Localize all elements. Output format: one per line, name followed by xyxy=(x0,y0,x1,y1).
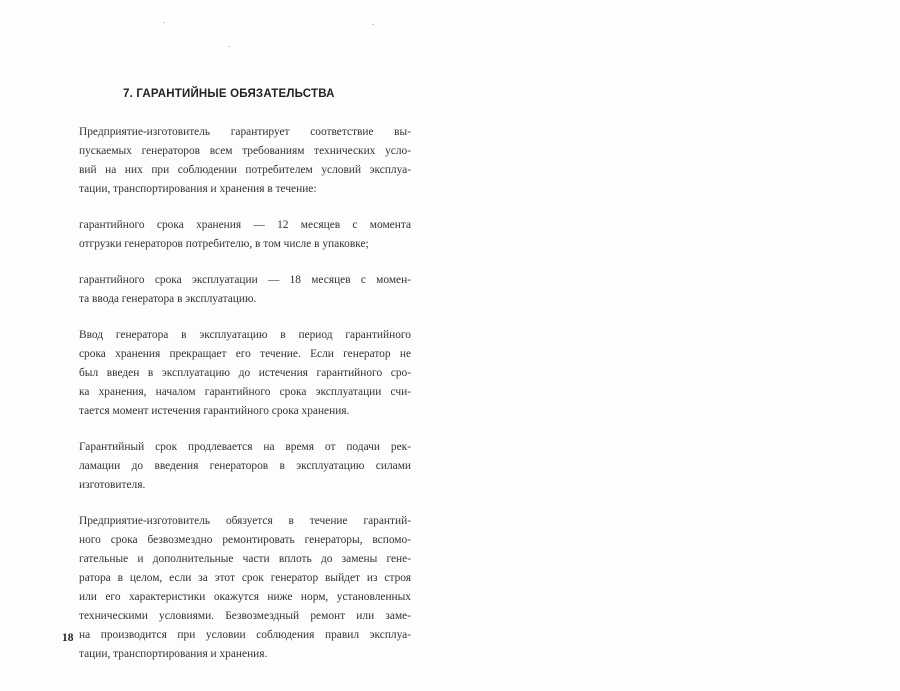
text-line: был введен в эксплуатацию до истечения гарантийного сро- xyxy=(79,367,411,379)
text-line: Предприятие-изготовитель обязуется в течение гарантий- xyxy=(79,515,411,527)
scan-speck xyxy=(228,46,230,47)
text-line: гательные и дополнительные части вплоть до замены гене- xyxy=(79,553,411,565)
paragraph xyxy=(79,326,411,421)
paragraph xyxy=(79,438,411,495)
text-line: пускаемых генераторов всем требованиям технических усло- xyxy=(79,145,411,157)
text-line: тается момент истечения гарантийного срока хранения. xyxy=(79,405,350,417)
text-line: ного срока безвозмездно ремонтировать генераторы, вспомо- xyxy=(79,534,411,546)
text-line: отгрузки генераторов потребителю, в том числе в упаковке; xyxy=(79,238,369,250)
text-line: Гарантийный срок продлевается на время от подачи рек- xyxy=(79,441,411,453)
section-title: 7. ГАРАНТИЙНЫЕ ОБЯЗАТЕЛЬСТВА xyxy=(123,88,335,100)
paragraph xyxy=(79,271,411,309)
scan-speck xyxy=(372,24,374,25)
text-line: та ввода генератора в эксплуатацию. xyxy=(79,293,257,305)
paragraph xyxy=(79,123,411,199)
text-line: тации, транспортирования и хранения. xyxy=(79,648,268,660)
text-line: вий на них при соблюдении потребителем условий эксплуа- xyxy=(79,164,411,176)
text-line: тации, транспортирования и хранения в течение: xyxy=(79,183,317,195)
text-line: Ввод генератора в эксплуатацию в период гарантийного xyxy=(79,329,411,341)
text-line: изготовителя. xyxy=(79,479,146,491)
text-line: ратора в целом, если за этот срок генератор выйдет из строя xyxy=(79,572,411,584)
text-line: техническими условиями. Безвозмездный ремонт или заме- xyxy=(79,610,411,622)
text-line: ламации до введения генераторов в эксплуатацию силами xyxy=(79,460,411,472)
text-line: или его характеристики окажутся ниже норм, установленных xyxy=(79,591,411,603)
text-line: ка хранения, началом гарантийного срока эксплуатации счи- xyxy=(79,386,411,398)
paragraph xyxy=(79,512,411,664)
page-number: 18 xyxy=(62,632,74,644)
paragraph xyxy=(79,216,411,254)
scan-speck xyxy=(163,22,165,23)
text-line: гарантийного срока хранения — 12 месяцев с момента xyxy=(79,219,411,231)
text-line: на производится при условии соблюдения правил эксплуа- xyxy=(79,629,411,641)
text-line: гарантийного срока эксплуатации — 18 месяцев с момен- xyxy=(79,274,411,286)
section-body xyxy=(79,123,411,681)
text-line: Предприятие-изготовитель гарантирует соответствие вы- xyxy=(79,126,411,138)
text-line: срока хранения прекращает его течение. Если генератор не xyxy=(79,348,411,360)
